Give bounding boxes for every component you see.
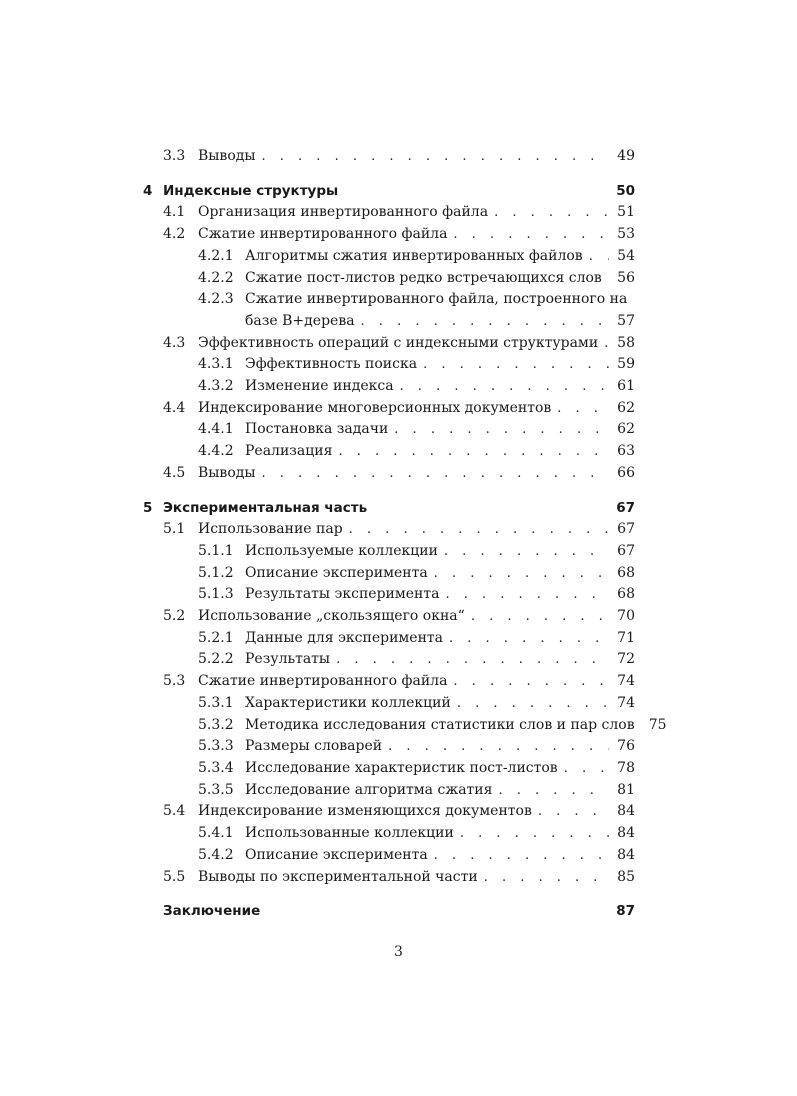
- toc-entry-number: 3.3: [163, 148, 186, 164]
- toc-entry: [143, 758, 635, 780]
- toc-entry-number: 5.1.2: [198, 564, 234, 581]
- toc-entry: [143, 354, 635, 376]
- toc-entry: [143, 333, 635, 355]
- toc-entry-title: Исследование характеристик пост-листов: [245, 759, 558, 776]
- toc-entry-page: 53: [617, 226, 635, 243]
- toc-entry: [143, 649, 635, 671]
- toc-entry: [143, 519, 635, 541]
- dot-leader: [444, 541, 609, 563]
- toc-entry-page: 74: [617, 694, 635, 711]
- toc-entry-page: 71: [617, 629, 635, 646]
- section-gap: [143, 168, 635, 181]
- toc-entry-page: 62: [617, 399, 635, 416]
- toc-entry-title: Исследование алгоритма сжатия: [245, 781, 493, 798]
- toc-entry-title: Сжатие инвертированного файла: [198, 673, 448, 690]
- toc-entry: [143, 867, 635, 889]
- dot-leader: [460, 823, 609, 845]
- dot-leader: [453, 224, 609, 246]
- dot-leader: [361, 311, 609, 333]
- section-gap: [143, 485, 635, 498]
- toc-entry-title: Реализация: [245, 443, 333, 460]
- toc-entry: [143, 419, 635, 441]
- toc-entry-number: 4.3.1: [198, 356, 234, 373]
- toc-entry: [143, 463, 635, 485]
- toc-entry: [143, 224, 635, 246]
- toc-entry-title: Описание эксперимента: [245, 846, 428, 863]
- toc-entry-title: Алгоритмы сжатия инвертированных файлов: [245, 247, 583, 264]
- toc-entry-number: 5.1.3: [198, 586, 234, 603]
- dot-leader: [400, 376, 609, 398]
- section-gap: [143, 888, 635, 901]
- toc-entry-title: Эффективность операций с индексными структурами: [198, 334, 599, 351]
- dot-leader: [557, 398, 609, 420]
- toc-entry: [143, 202, 635, 224]
- toc-entry-number: 4.2.3: [198, 291, 234, 308]
- toc-entry-number: 5.1.1: [198, 542, 234, 559]
- toc-entry: [143, 268, 635, 290]
- toc-entry-number: 5.2: [163, 608, 186, 625]
- toc-entry: [143, 246, 635, 268]
- dot-leader: [608, 268, 609, 290]
- toc-entry-number: 4.4.2: [198, 443, 234, 460]
- toc-entry-title: Размеры словарей: [245, 738, 383, 755]
- toc-entry-title: Сжатие пост-листов редко встречающихся слов: [245, 269, 602, 286]
- toc-entry-page: 58: [617, 334, 635, 351]
- toc-entry-number: 4.4: [163, 399, 186, 416]
- toc-entry: [143, 780, 635, 802]
- toc-entry-number: 4.2: [163, 226, 186, 243]
- toc-entry-page: 67: [616, 499, 635, 516]
- toc-entry-title: Индексные структуры: [163, 182, 339, 199]
- toc-entry-title: Изменение индекса: [245, 378, 394, 395]
- toc-entry-page: 51: [617, 204, 635, 221]
- toc-entry-number: 4.3: [163, 334, 186, 351]
- toc-entry-title: Индексирование многоверсионных документов: [198, 399, 552, 416]
- toc-entry-title: Использованные коллекции: [245, 825, 454, 842]
- dot-leader: [471, 606, 609, 628]
- toc-entry-title: Эффективность поиска: [245, 356, 418, 373]
- toc-entry-number: 4.2.2: [198, 269, 234, 286]
- toc-entry-page: 68: [617, 586, 635, 603]
- toc-entry-page: 74: [617, 673, 635, 690]
- toc-entry-number: 4.2.1: [198, 247, 234, 264]
- toc-entry-number: 4.4.1: [198, 421, 234, 438]
- page-number: 3: [394, 944, 403, 960]
- toc-entry-page: 72: [617, 651, 635, 668]
- toc-entry: [143, 563, 635, 585]
- dot-leader: [394, 419, 609, 441]
- toc-entry-title: Постановка задачи: [245, 421, 389, 438]
- toc-entry-title: Выводы: [198, 148, 256, 164]
- toc-entry: [143, 289, 635, 311]
- toc-entry-page: 57: [617, 312, 635, 329]
- toc-entry-title: Методика исследования статистики слов и пар слов: [245, 716, 635, 733]
- dot-leader: [262, 146, 609, 168]
- dot-leader: [434, 563, 609, 585]
- toc-entry: [143, 845, 635, 867]
- toc-entry-page: 75: [648, 716, 667, 733]
- toc-entry-title: базе B+дерева: [245, 312, 355, 329]
- table-of-contents: [143, 146, 667, 923]
- toc-entry-page: 81: [617, 781, 635, 798]
- toc-chapter-entry: [143, 901, 635, 923]
- toc-entry-page: 62: [617, 421, 635, 438]
- toc-entry-page: 49: [617, 148, 635, 164]
- toc-entry-page: 54: [617, 247, 635, 264]
- dot-leader: [388, 736, 609, 758]
- toc-entry-title: Экспериментальная часть: [163, 499, 368, 516]
- toc-entry-number: 5.3.5: [198, 781, 234, 798]
- toc-entry: [143, 311, 635, 333]
- dot-leader: [457, 693, 609, 715]
- dot-leader: [589, 246, 609, 268]
- toc-entry-number: 5.2.2: [198, 651, 234, 668]
- dot-leader: [453, 671, 609, 693]
- dot-leader: [564, 758, 609, 780]
- toc-entry-title: Описание эксперимента: [245, 564, 428, 581]
- dot-leader: [349, 519, 609, 541]
- toc-chapter-entry: [143, 498, 635, 520]
- dot-leader: [449, 628, 609, 650]
- toc-entry-number: 5.5: [163, 868, 186, 885]
- dot-leader: [484, 867, 609, 889]
- toc-entry-page: 50: [616, 182, 635, 199]
- dot-leader: [434, 845, 609, 867]
- toc-entry-title: Результаты эксперимента: [245, 586, 440, 603]
- toc-entry-page: 78: [617, 759, 635, 776]
- toc-entry-number: 5.4: [163, 803, 186, 820]
- toc-entry: [143, 671, 635, 693]
- toc-entry-number: 5: [143, 499, 153, 516]
- toc-entry: [143, 376, 635, 398]
- toc-entry-number: 5.2.1: [198, 629, 234, 646]
- toc-entry-page: 66: [617, 464, 635, 481]
- toc-entry: [143, 693, 635, 715]
- toc-entry: [143, 801, 635, 823]
- toc-entry-title: Использование „скользящего окна“: [198, 608, 465, 625]
- toc-entry-number: 4.3.2: [198, 378, 234, 395]
- toc-entry-page: 67: [617, 521, 635, 538]
- toc-entry-title: Используемые коллекции: [245, 542, 438, 559]
- toc-entry-page: 70: [617, 608, 635, 625]
- toc-entry-number: 5.4.1: [198, 825, 234, 842]
- toc-entry-number: 4: [143, 182, 153, 199]
- toc-entry-page: 76: [617, 738, 635, 755]
- toc-entry-number: 5.3.3: [198, 738, 234, 755]
- toc-entry-page: 85: [617, 868, 635, 885]
- toc-chapter-entry: [143, 181, 635, 203]
- toc-entry-page: 84: [617, 846, 635, 863]
- toc-entry: [143, 823, 635, 845]
- dot-leader: [445, 584, 609, 606]
- toc-entry: [143, 736, 635, 758]
- toc-entry: [143, 398, 635, 420]
- toc-entry-title: Заключение: [163, 903, 261, 920]
- dot-leader: [336, 649, 609, 671]
- toc-entry: [143, 715, 667, 737]
- toc-entry-title: Использование пар: [198, 521, 343, 538]
- toc-entry-page: 87: [616, 903, 635, 920]
- toc-entry-title: Данные для эксперимента: [245, 629, 444, 646]
- toc-entry-number: 5.3: [163, 673, 186, 690]
- dot-leader: [494, 202, 609, 224]
- toc-entry-title: Характеристики коллекций: [245, 694, 451, 711]
- toc-entry: [143, 606, 635, 628]
- toc-entry-title: Выводы по экспериментальной части: [198, 868, 478, 885]
- toc-entry-title: Выводы: [198, 464, 256, 481]
- toc-entry-title: Сжатие инвертированного файла, построенного на: [245, 291, 628, 308]
- toc-entry: [143, 584, 635, 606]
- toc-entry-number: 5.3.2: [198, 716, 234, 733]
- toc-entry-number: 5.1: [163, 521, 186, 538]
- toc-entry-page: 59: [617, 356, 635, 373]
- toc-entry-number: 5.4.2: [198, 846, 234, 863]
- toc-entry-title: Индексирование изменяющихся документов: [198, 803, 532, 820]
- toc-entry: [143, 146, 635, 168]
- toc-entry-title: Результаты: [245, 651, 331, 668]
- dot-leader: [423, 354, 609, 376]
- toc-entry-page: 67: [617, 542, 635, 559]
- toc-entry-page: 84: [617, 825, 635, 842]
- toc-entry-title: Организация инвертированного файла: [198, 204, 489, 221]
- toc-entry: [143, 441, 635, 463]
- toc-entry-page: 68: [617, 564, 635, 581]
- toc-entry-page: 56: [617, 269, 635, 286]
- toc-entry: [143, 541, 635, 563]
- dot-leader: [498, 780, 609, 802]
- dot-leader: [538, 801, 609, 823]
- toc-entry-page: 84: [617, 803, 635, 820]
- dot-leader: [262, 463, 609, 485]
- toc-entry-page: 63: [617, 443, 635, 460]
- toc-entry: [143, 628, 635, 650]
- dot-leader: [604, 333, 609, 355]
- toc-entry-title: Сжатие инвертированного файла: [198, 226, 448, 243]
- toc-entry-number: 5.3.4: [198, 759, 234, 776]
- dot-leader: [338, 441, 609, 463]
- toc-entry-page: 61: [617, 378, 635, 395]
- toc-entry-number: 4.1: [163, 204, 186, 221]
- toc-entry-number: 5.3.1: [198, 694, 234, 711]
- toc-entry-number: 4.5: [163, 464, 186, 481]
